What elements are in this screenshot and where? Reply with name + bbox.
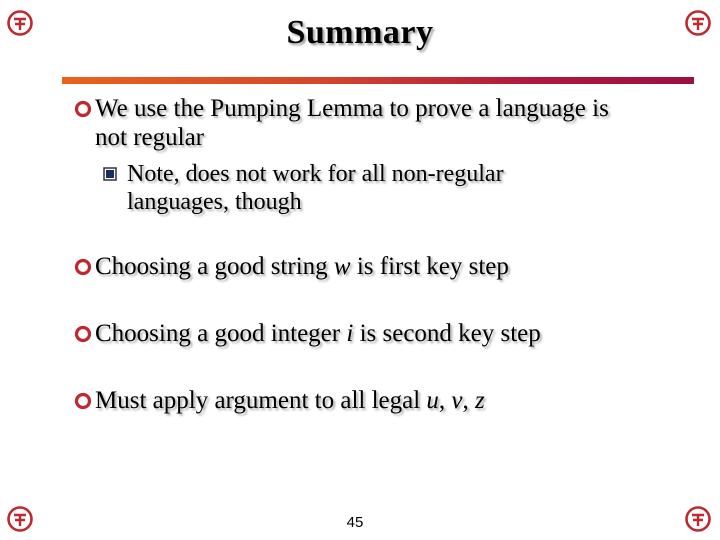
sub-bullet-text-line: languages, though	[127, 189, 302, 215]
variable-w: w	[333, 253, 351, 280]
variable-v: v	[451, 387, 463, 414]
bullet-text-line: We use the Pumping Lemma to prove a language is	[95, 95, 609, 122]
square-bullet-icon	[103, 167, 117, 181]
ring-bullet-icon	[73, 257, 93, 277]
bullet-text	[73, 94, 609, 152]
variable-u: u	[426, 387, 439, 414]
corner-seal-icon	[6, 505, 34, 533]
bullet-item	[73, 252, 509, 281]
variable-z: z	[475, 387, 485, 414]
bullet-text: Choosing a good integer i is second key step	[95, 320, 541, 347]
variable-i: i	[346, 320, 354, 347]
bullet-item	[73, 319, 541, 348]
sub-bullet-item	[103, 160, 504, 216]
ring-bullet-icon	[73, 391, 93, 411]
bullet-item	[73, 386, 485, 415]
page-number: 45	[346, 514, 364, 531]
sub-bullet-text-line: Note, does not work for all non-regular	[127, 161, 504, 187]
sub-bullet-text	[103, 160, 504, 216]
ring-bullet-icon	[73, 324, 93, 344]
bullet-text: Choosing a good string w is first key step	[95, 253, 509, 280]
slide-title: Summary	[286, 14, 434, 51]
title-divider	[62, 77, 694, 84]
ring-bullet-icon	[73, 99, 93, 119]
corner-seal-icon	[684, 505, 712, 533]
bullet-text: Must apply argument to all legal u, v, z	[95, 387, 485, 414]
bullet-item	[73, 94, 609, 152]
bullet-text-line: not regular	[95, 124, 204, 151]
